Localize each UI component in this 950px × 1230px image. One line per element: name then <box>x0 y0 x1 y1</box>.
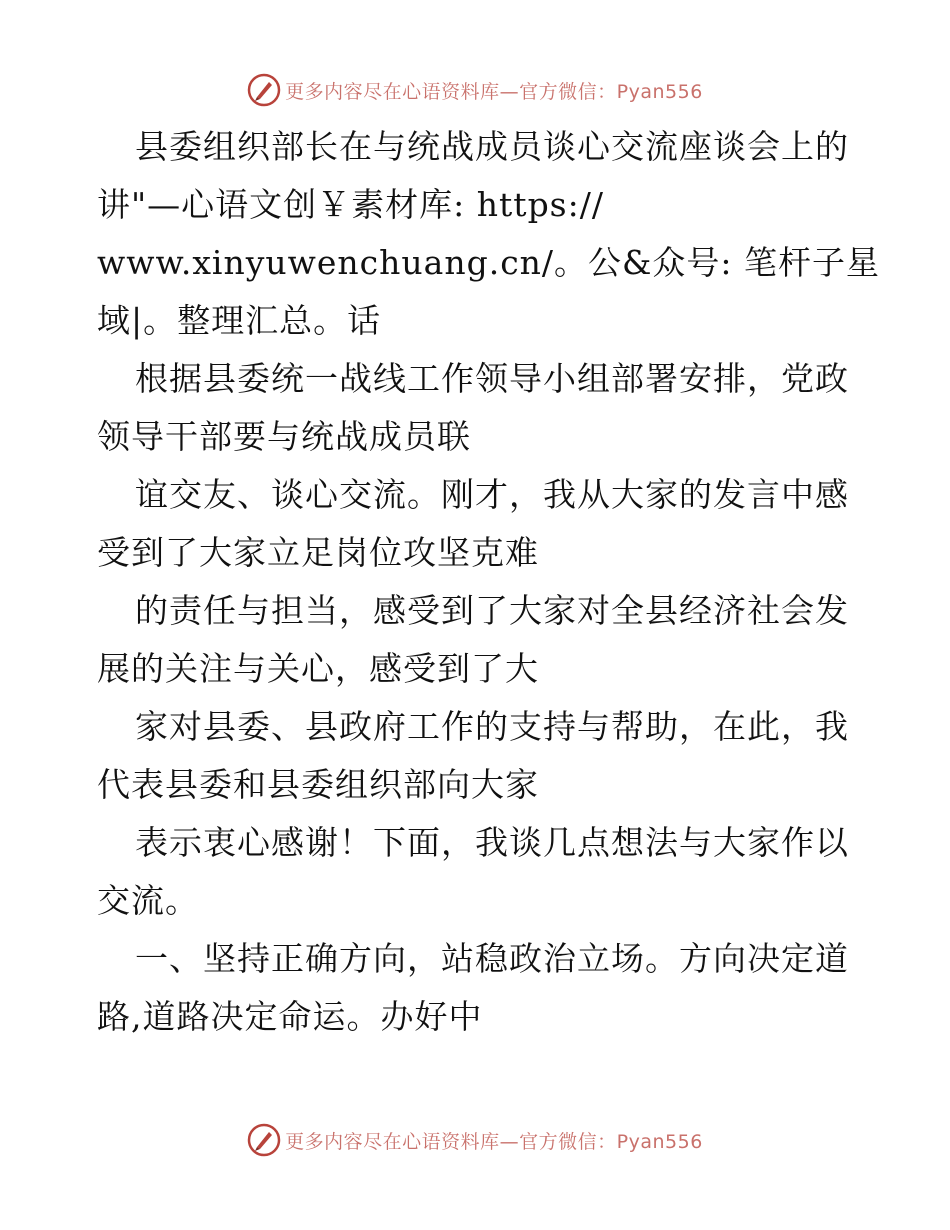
text-line: www.xinyuwenchuang.cn/。公&众号: 笔杆子星 <box>97 243 881 282</box>
text-line: 家对县委、县政府工作的支持与帮助，在此，我 <box>135 707 849 746</box>
text-line: 县委组织部长在与统战成员谈心交流座谈会上的 <box>135 127 849 166</box>
text-line: 的责任与担当，感受到了大家对全县经济社会发 <box>135 591 849 630</box>
text-line: 谊交友、谈心交流。刚才，我从大家的发言中感 <box>135 475 849 514</box>
header-banner <box>0 70 950 110</box>
text-line: 展的关注与关心，感受到了大 <box>97 649 539 688</box>
banner-text: 更多内容尽在心语资料库—官方微信：Pyan556 <box>285 80 703 103</box>
text-line: 域|。整理汇总。话 <box>97 301 382 340</box>
text-line: 表示衷心感谢！下面，我谈几点想法与大家作以 <box>135 823 849 862</box>
text-line: 受到了大家立足岗位攻坚克难 <box>97 533 539 572</box>
text-line: 一、坚持正确方向，站稳政治立场。方向决定道 <box>135 939 849 978</box>
pen-logo-icon <box>247 73 281 107</box>
banner-text: 更多内容尽在心语资料库—官方微信：Pyan556 <box>285 1130 703 1153</box>
text-line: 交流。 <box>97 881 199 920</box>
text-line: 根据县委统一战线工作领导小组部署安排，党政 <box>135 359 849 398</box>
text-line: 路,道路决定命运。办好中 <box>97 997 483 1036</box>
footer-banner <box>0 1120 950 1160</box>
text-line: 领导干部要与统战成员联 <box>97 417 471 456</box>
pen-logo-icon <box>247 1123 281 1157</box>
text-line: 代表县委和县委组织部向大家 <box>97 765 539 804</box>
text-line: 讲"—心语文创￥素材库: https:// <box>97 185 604 224</box>
document-body <box>97 118 881 1046</box>
